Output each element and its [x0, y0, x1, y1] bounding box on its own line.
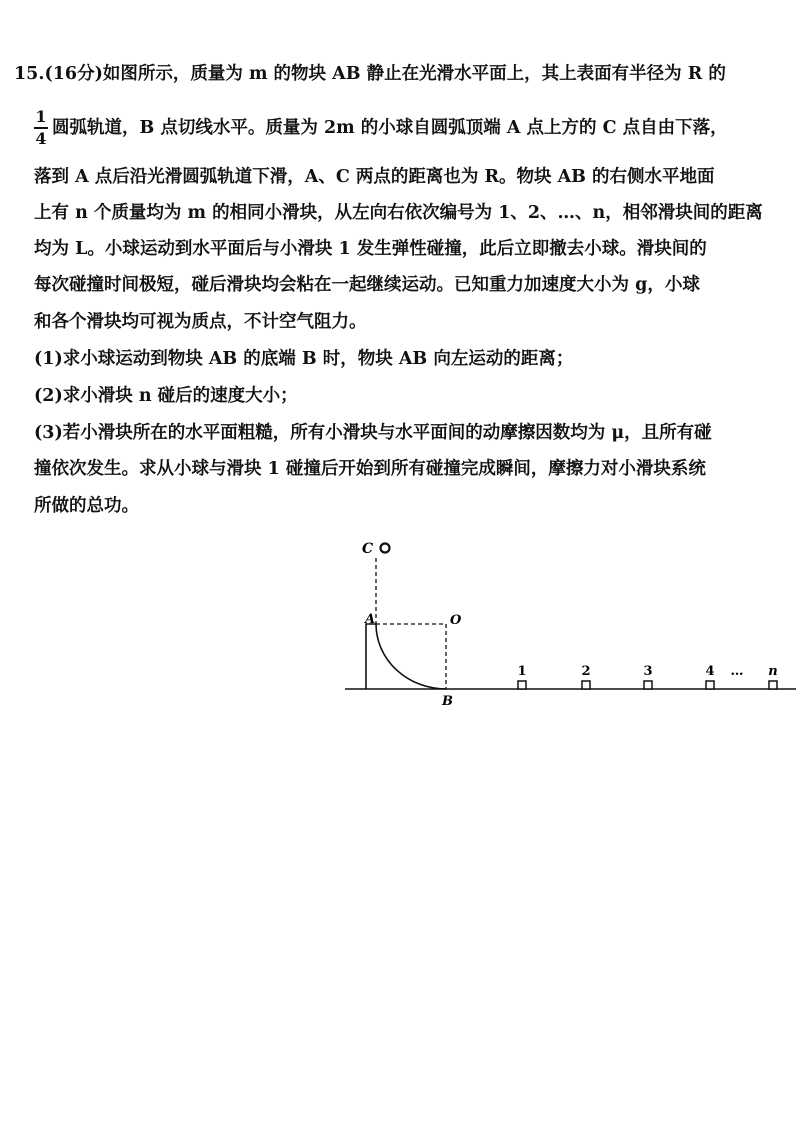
slider-1 [517, 664, 526, 689]
label-c: C [362, 541, 374, 557]
slider-4-box [706, 681, 714, 689]
question-3-line-2: 撞依次发生。求从小球与滑块 1 碰撞后开始到所有碰撞完成瞬间，摩擦力对小滑块系统 [34, 459, 706, 479]
ball-c [381, 544, 390, 553]
slider-2 [581, 664, 590, 689]
slider-3-box [644, 681, 652, 689]
slider-n-label: n [768, 664, 778, 679]
problem-line-1: 15.(16分)如图所示，质量为 m 的物块 AB 静止在光滑水平面上，其上表面有半径为 R 的 [14, 64, 726, 84]
slider-1-box [518, 681, 526, 689]
fraction-quarter [34, 108, 48, 148]
slider-ellipsis: … [730, 664, 744, 679]
problem-line-2: 圆弧轨道，B 点切线水平。质量为 2m 的小球自圆弧顶端 A 点上方的 C 点自由下落， [52, 118, 728, 138]
problem-line-5: 均为 L。小球运动到水平面后与小滑块 1 发生弹性碰撞，此后立即撤去小球。滑块间的 [34, 239, 707, 259]
block-ab-outline [366, 624, 376, 689]
physics-diagram [340, 530, 800, 715]
fraction-numerator: 1 [35, 107, 47, 126]
slider-2-box [582, 681, 590, 689]
slider-4-label: 4 [705, 664, 715, 679]
label-b: B [442, 694, 453, 709]
question-2: (2)求小滑块 n 碰后的速度大小； [34, 386, 298, 406]
problem-line-3: 落到 A 点后沿光滑圆弧轨道下滑，A、C 两点的距离也为 R。物块 AB 的右侧水平地面 [34, 167, 715, 187]
slider-3-label: 3 [643, 664, 653, 679]
question-1: (1)求小球运动到物块 AB 的底端 B 时，物块 AB 向左运动的距离； [34, 349, 574, 369]
slider-3 [643, 664, 652, 689]
problem-line-4: 上有 n 个质量均为 m 的相同小滑块，从左向右依次编号为 1、2、…、n，相邻滑块间的距离 [34, 203, 763, 223]
label-a: A [365, 612, 376, 627]
quarter-arc-track [376, 624, 446, 689]
slider-1-label: 1 [517, 664, 527, 679]
fraction-denominator: 4 [35, 129, 47, 148]
problem-line-7: 和各个滑块均可视为质点，不计空气阻力。 [34, 312, 367, 332]
slider-n-box [769, 681, 777, 689]
question-3-line-1: (3)若小滑块所在的水平面粗糙，所有小滑块与水平面间的动摩擦因数均为 μ，且所有碰 [34, 423, 712, 443]
question-3-line-3: 所做的总功。 [34, 496, 139, 516]
slider-4 [705, 664, 714, 689]
slider-2-label: 2 [581, 664, 591, 679]
label-o: O [450, 613, 462, 628]
slider-n [768, 664, 777, 689]
problem-line-6: 每次碰撞时间极短，碰后滑块均会粘在一起继续运动。已知重力加速度大小为 g，小球 [34, 275, 700, 295]
